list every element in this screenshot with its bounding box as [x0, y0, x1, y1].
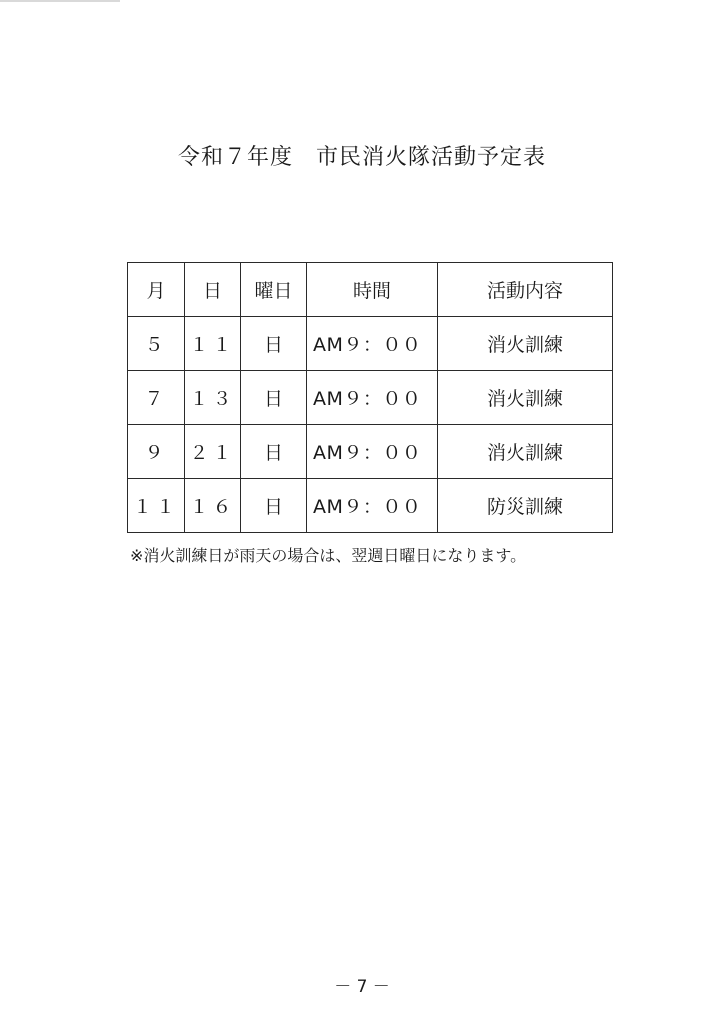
- weekday-cell: 日: [241, 479, 307, 533]
- time-cell: AM９：００: [307, 425, 438, 479]
- day-cell: ２１: [185, 425, 241, 479]
- activity-cell: 消火訓練: [438, 371, 613, 425]
- day-cell: １６: [185, 479, 241, 533]
- activity-cell: 消火訓練: [438, 317, 613, 371]
- page-title: 令和７年度 市民消火隊活動予定表: [177, 145, 546, 170]
- header-day: 日: [185, 263, 241, 317]
- header-weekday: 曜日: [241, 263, 307, 317]
- table-header-row: [128, 263, 613, 317]
- time-cell: AM９：００: [307, 479, 438, 533]
- activity-cell: 消火訓練: [438, 425, 613, 479]
- table-row: [128, 479, 613, 533]
- weekday-cell: 日: [241, 317, 307, 371]
- activity-schedule-table: [127, 262, 613, 533]
- table-row: [128, 371, 613, 425]
- page-edge-mark: [0, 0, 120, 2]
- header-time: 時間: [307, 263, 438, 317]
- page-number: － 7 －: [334, 977, 390, 997]
- day-cell: １３: [185, 371, 241, 425]
- activity-cell: 防災訓練: [438, 479, 613, 533]
- month-cell: ５: [128, 317, 185, 371]
- header-activity: 活動内容: [438, 263, 613, 317]
- weekday-cell: 日: [241, 371, 307, 425]
- month-cell: ９: [128, 425, 185, 479]
- table-row: [128, 425, 613, 479]
- rain-note: ※消火訓練日が雨天の場合は、翌週日曜日になります。: [130, 546, 527, 565]
- header-month: 月: [128, 263, 185, 317]
- table-row: [128, 317, 613, 371]
- weekday-cell: 日: [241, 425, 307, 479]
- time-cell: AM９：００: [307, 371, 438, 425]
- time-cell: AM９：００: [307, 317, 438, 371]
- day-cell: １１: [185, 317, 241, 371]
- month-cell: １１: [128, 479, 185, 533]
- month-cell: ７: [128, 371, 185, 425]
